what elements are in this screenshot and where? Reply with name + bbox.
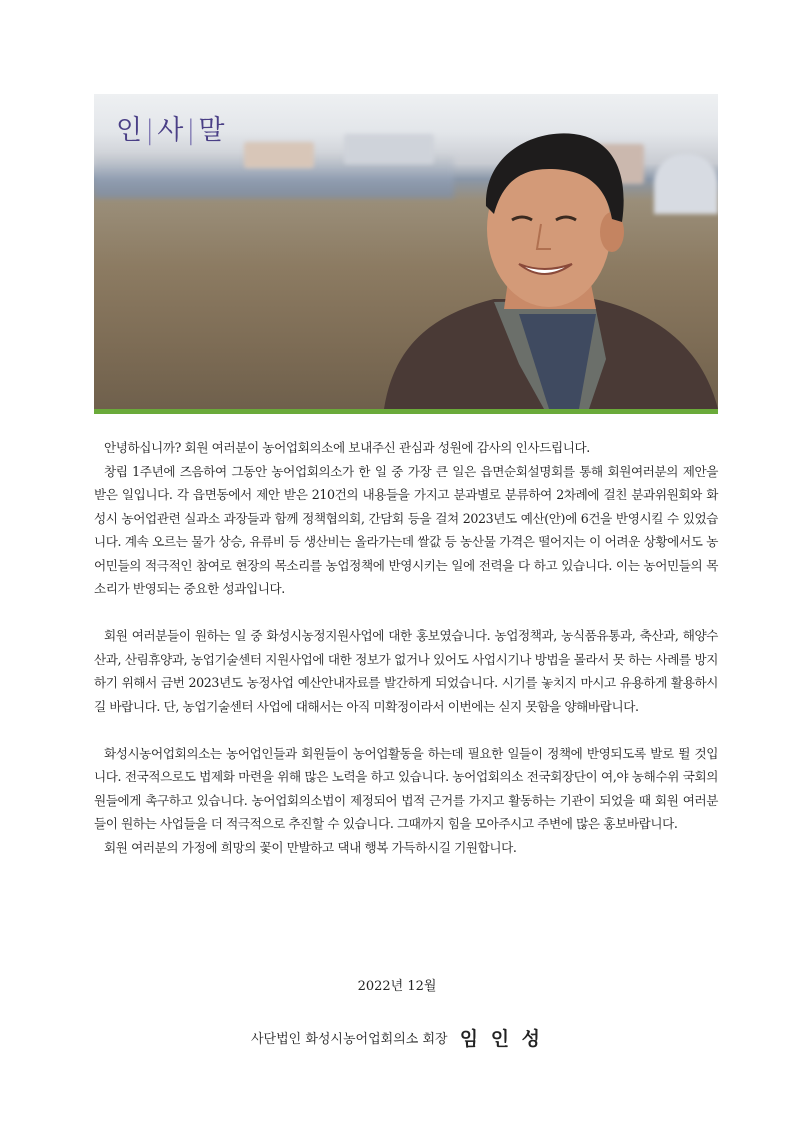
greeting-body — [94, 436, 718, 859]
page-title — [116, 108, 226, 147]
signature-line — [0, 1024, 794, 1051]
paragraph: 화성시농어업회의소는 농어업인들과 회원들이 농어업활동을 하는데 필요한 일들이 정책에 반영되도록 발로 뛸 것입니다. 전국적으로도 법제화 마련을 위해 많은 노력을 하고 있습니다. 농어업회의소 전국회장단이 여,야 농해수위 국회의원들에게 촉구하고 있습니다. 농어업회의소법이 제정되어 법적 근거를 가지고 활동하는 기관이 되었을 때 회원 여러분들이 원하는 사업들을 더 적극적으로 추진할 수 있습니다. 그때까지 힘을 모아주시고 주변에 많은 홍보바랍니다. — [94, 745, 718, 831]
paragraph: 안녕하십니까? 회원 여러분이 농어업회의소에 보내주신 관심과 성원에 감사의 인사드립니다. — [104, 440, 590, 455]
paragraph: 회원 여러분들이 원하는 일 중 화성시농정지원사업에 대한 홍보였습니다. 농업정책과, 농식품유통과, 축산과, 해양수산과, 산림휴양과, 농업기술센터 지원사업에 대한 정보가 없거나 있어도 사업시기나 방법을 몰라서 못 하는 사례를 방지하기 위해서 금번 2023년도 농정사업 예산안내자료를 발간하게 되었습니다. 시기를 놓치지 마시고 유용하게 활용하시길 바랍니다. 단, 농업기술센터 사업에 대해서는 아직 미확정이라서 이번에는 싣지 못함을 양해바랍니다. — [94, 628, 718, 714]
green-divider — [94, 409, 718, 414]
paragraph: 창립 1주년에 즈음하여 그동안 농어업회의소가 한 일 중 가장 큰 일은 읍면순회설명회를 통해 회원여러분의 제안을 받은 일입니다. 각 읍면동에서 제안 받은 210건의 내용들을 가지고 분과별로 분류하여 2차례에 걸친 분과위원회와 화성시 농어업관련 실과소 과장들과 함께 정책협의회, 간담회 등을 걸쳐 2023년도 예산(안)에 6건을 반영시킬 수 있었습니다. 계속 오르는 물가 상승, 유류비 등 생산비는 올라가는데 쌀값 등 농산물 가격은 떨어지는 이 어려운 상황에서도 농어민들의 적극적인 참여로 현장의 목소리를 농업정책에 반영시키는 일에 전력을 다 하고 있습니다. 이는 농어민들의 목소리가 반영되는 중요한 성과입니다. — [94, 463, 718, 596]
paragraph: 회원 여러분의 가정에 희망의 꽃이 만발하고 댁내 행복 가득하시길 기원합니다. — [104, 839, 517, 855]
date-line: 2022년 12월 — [357, 979, 437, 994]
signature-name: 임 인 성 — [459, 1028, 544, 1050]
photo-background-house — [244, 142, 314, 168]
title-char: 인 — [116, 115, 144, 146]
title-char: 사 — [157, 115, 185, 146]
signature-org-title: 사단법인 화성시농어업회의소 회장 — [250, 1032, 448, 1047]
title-separator: | — [186, 115, 197, 146]
title-separator: | — [145, 115, 156, 146]
smiling-man-figure — [344, 124, 718, 409]
title-char: 말 — [198, 115, 226, 146]
